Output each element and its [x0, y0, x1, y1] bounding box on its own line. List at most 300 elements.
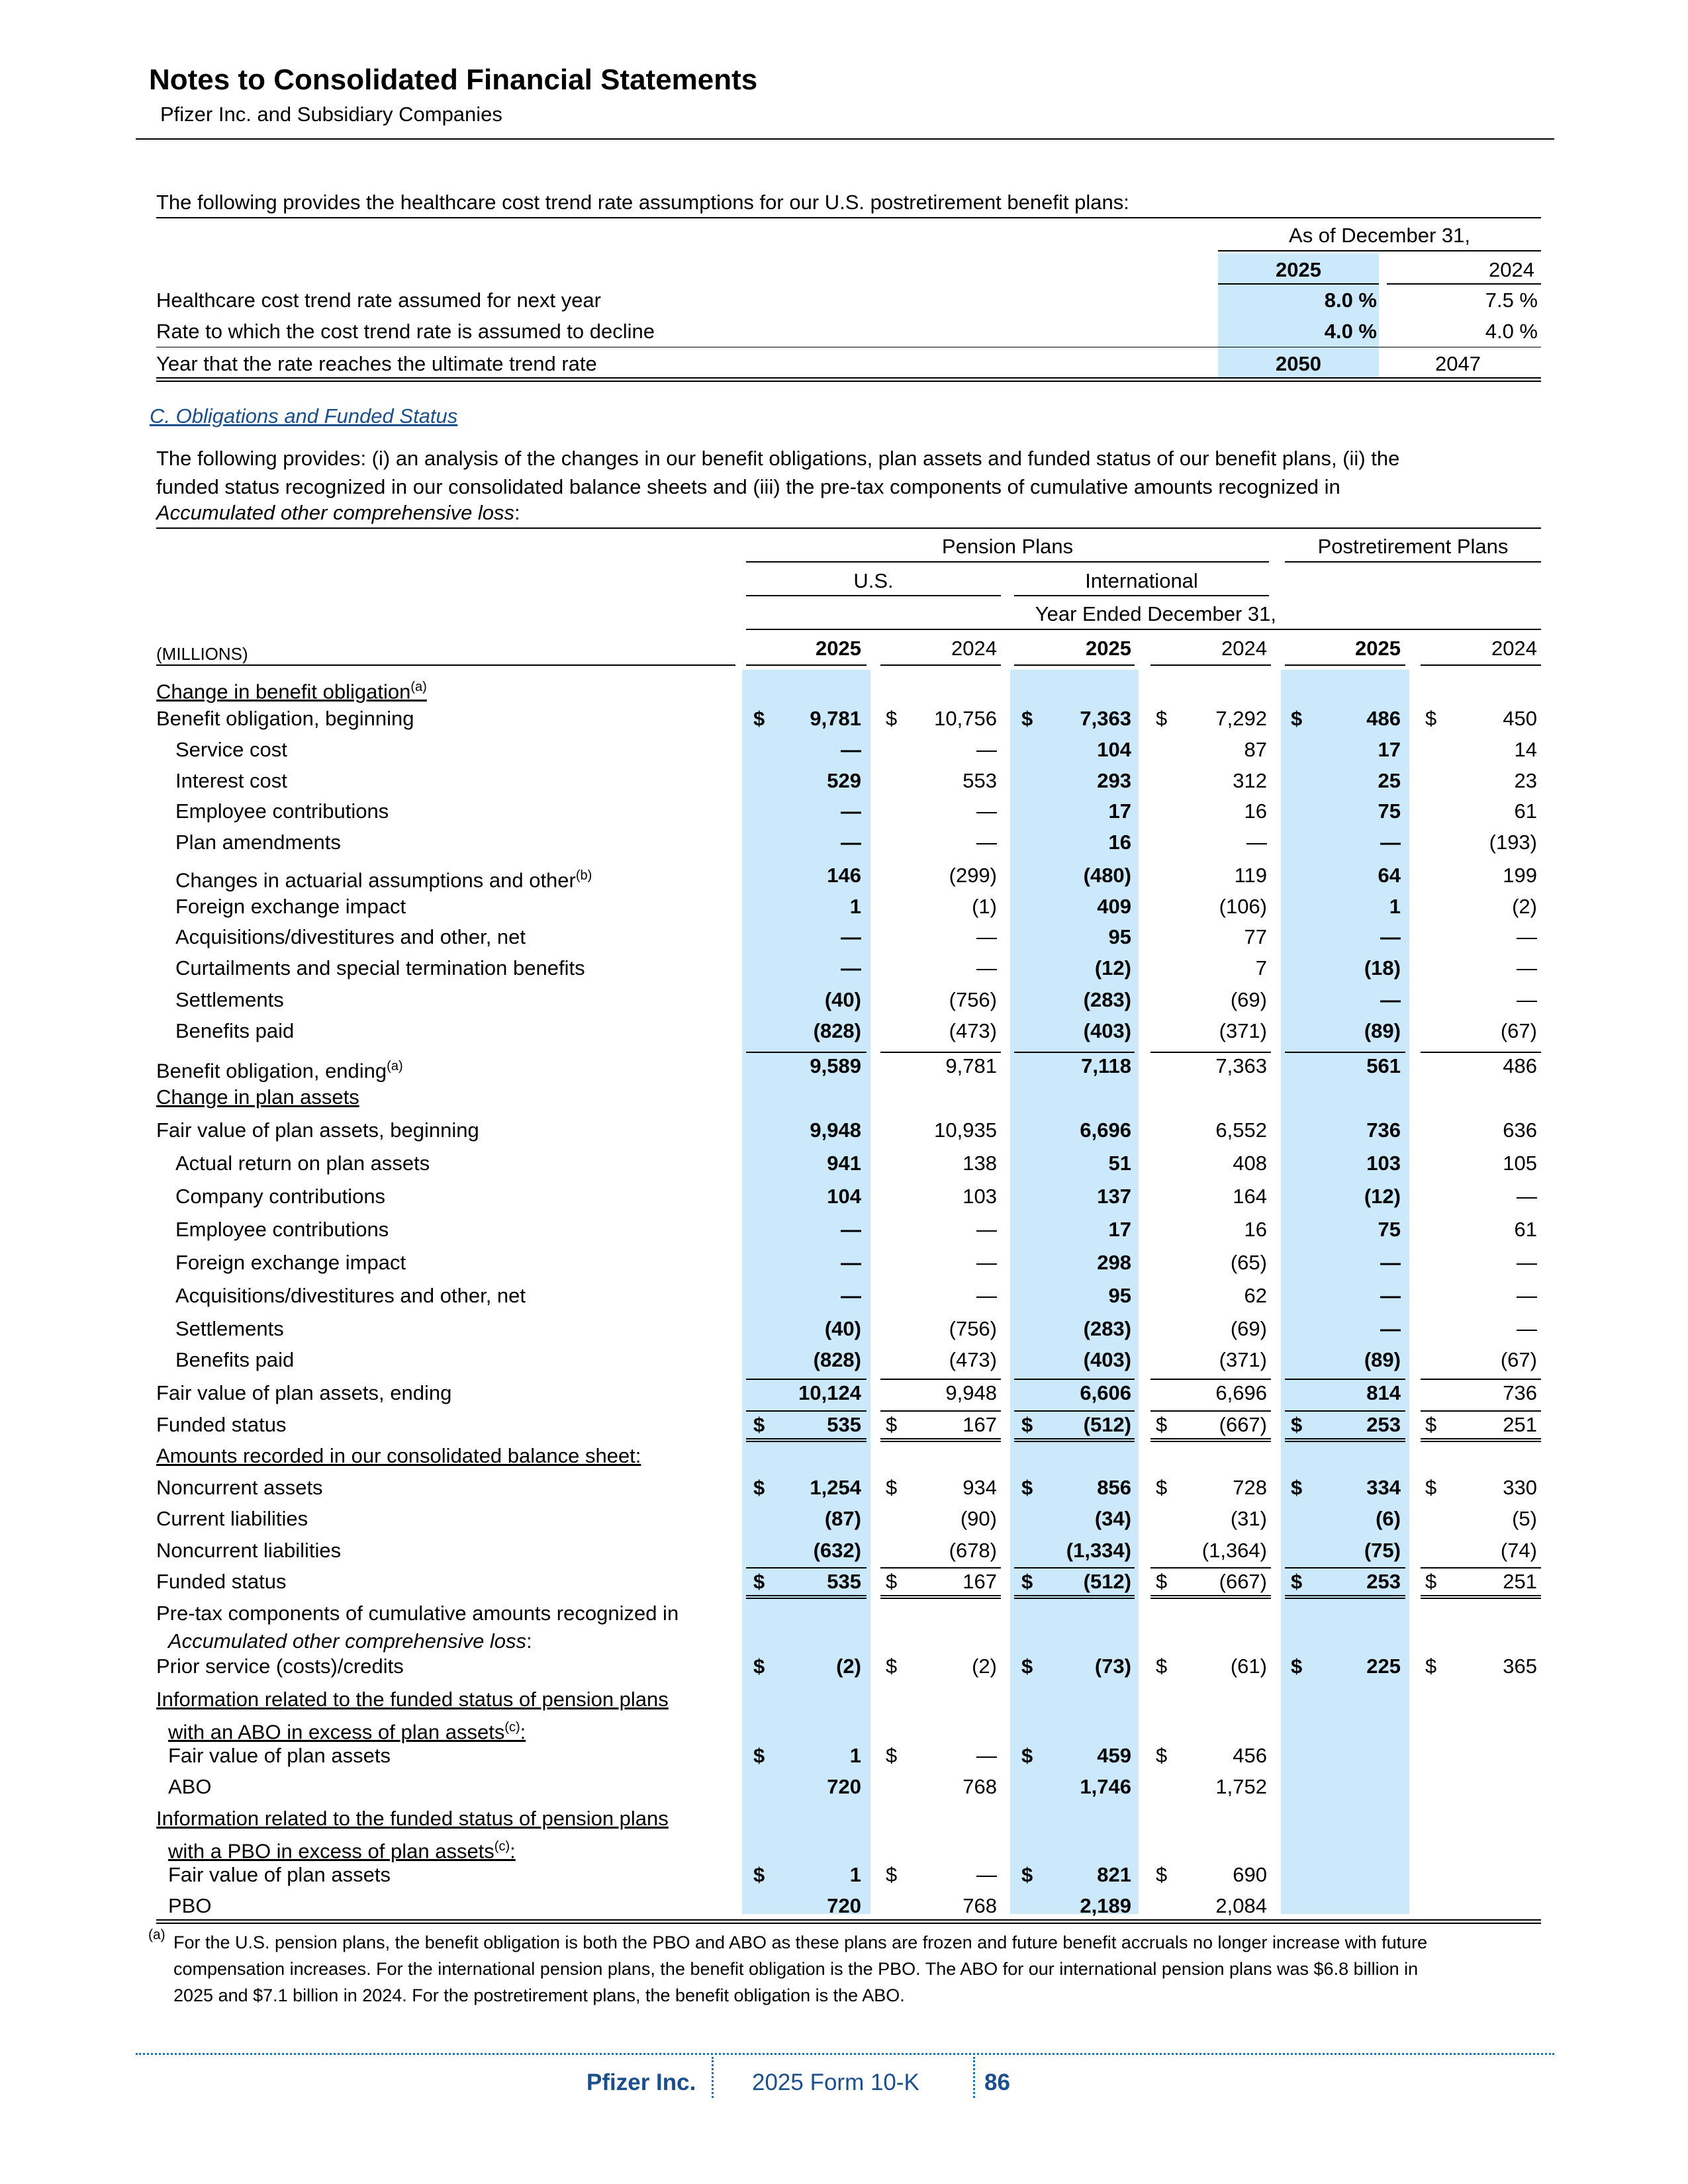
- total-rule: [880, 1410, 1001, 1412]
- row-label-text: Employee contributions: [175, 799, 389, 823]
- column-year-rule: [1421, 664, 1541, 666]
- table-cell-value: 2,189: [1080, 1894, 1131, 1917]
- row-label-continued: [168, 1629, 532, 1653]
- row-label-text: with an ABO in excess of plan assets: [168, 1720, 505, 1744]
- row-label: [175, 895, 406, 919]
- dollar-sign: $: [753, 707, 765, 730]
- table-cell-value: 25: [1378, 769, 1401, 792]
- row-label-text: Fair value of plan assets, ending: [156, 1381, 452, 1404]
- row-label: [156, 1413, 286, 1437]
- dollar-sign: $: [1425, 1476, 1437, 1499]
- row-label: [175, 988, 284, 1012]
- table-cell-value: (403): [1083, 1019, 1131, 1042]
- row-label: [175, 799, 389, 823]
- table-cell-value: (6): [1376, 1507, 1401, 1530]
- table-cell-value: 23: [1514, 769, 1537, 792]
- row-label: [168, 1894, 211, 1918]
- dollar-sign: $: [1021, 1570, 1033, 1593]
- row-label-text: Benefits paid: [175, 1019, 295, 1042]
- total-rule: [1014, 1379, 1135, 1380]
- row-label-text: Changes in actuarial assumptions and other: [175, 868, 576, 892]
- page-subtitle: Pfizer Inc. and Subsidiary Companies: [160, 103, 502, 126]
- dollar-sign: $: [1156, 1655, 1168, 1678]
- row-label: [175, 1251, 406, 1275]
- table-cell-value: 16: [1244, 1218, 1267, 1241]
- table-cell-value: —: [976, 831, 997, 854]
- table-cell-value: 199: [1503, 864, 1537, 887]
- table-cell-value: 167: [962, 1413, 997, 1436]
- row-label: [168, 1863, 391, 1887]
- footer-page-number: 86: [984, 2070, 1010, 2095]
- double-rule: [1421, 1595, 1541, 1599]
- dollar-sign: $: [1156, 1863, 1168, 1886]
- page-title: Notes to Consolidated Financial Statements: [149, 64, 758, 96]
- section-c-intro-3: [156, 501, 520, 525]
- table-cell-value: 7,292: [1215, 707, 1267, 730]
- healthcare-year-2024: 2024: [1489, 258, 1534, 281]
- row-label: [168, 1744, 391, 1768]
- row-label: [175, 769, 287, 793]
- dollar-sign: $: [1021, 1863, 1033, 1886]
- healthcare-row-value: 7.5 %: [1485, 289, 1538, 312]
- table-cell-value: 104: [827, 1185, 861, 1208]
- table-cell-value: (299): [949, 864, 997, 887]
- column-year: 2025: [816, 637, 861, 660]
- table-cell-value: 2,084: [1215, 1894, 1267, 1917]
- table-cell-value: (67): [1500, 1019, 1537, 1042]
- total-rule: [1285, 1410, 1405, 1412]
- total-rule: [1150, 1379, 1271, 1380]
- dollar-sign: $: [1425, 707, 1437, 730]
- row-label: [168, 1775, 211, 1799]
- row-label-text: Benefit obligation, ending: [156, 1059, 387, 1083]
- dollar-sign: $: [1156, 1744, 1168, 1767]
- row-label-text: Prior service (costs)/credits: [156, 1655, 404, 1678]
- table-cell-value: (283): [1083, 1317, 1131, 1340]
- dollar-sign: $: [753, 1655, 765, 1678]
- table-cell-value: 941: [827, 1152, 861, 1175]
- table-cell-value: 768: [962, 1894, 997, 1917]
- row-label-text: Company contributions: [175, 1185, 386, 1208]
- table-cell-value: 553: [962, 769, 997, 792]
- healthcare-row-value: 2050: [1276, 352, 1321, 375]
- dollar-sign: $: [1291, 1570, 1303, 1593]
- row-label-text: ABO: [168, 1775, 212, 1798]
- table-cell-value: —: [1380, 925, 1401, 948]
- table-cell-value: 95: [1108, 1284, 1131, 1307]
- row-label-text: Noncurrent assets: [156, 1476, 323, 1499]
- dollar-sign: $: [1425, 1413, 1437, 1436]
- table-cell-value: (828): [813, 1019, 861, 1042]
- footer-company: Pfizer Inc.: [586, 2070, 696, 2095]
- table-cell-value: 529: [827, 769, 861, 792]
- dollar-sign: $: [1425, 1570, 1437, 1593]
- row-label-text: Settlements: [175, 1317, 284, 1340]
- table-cell-value: 486: [1366, 707, 1401, 730]
- header-rule: [1285, 561, 1541, 563]
- section-c-heading[interactable]: C. Obligations and Funded Status: [150, 404, 458, 428]
- table-cell-value: (12): [1094, 956, 1131, 979]
- row-label-text: Information related to the funded status of pension plans: [156, 1807, 669, 1830]
- table-cell-value: —: [976, 1863, 997, 1886]
- table-cell-value: (69): [1230, 988, 1267, 1011]
- table-cell-value: (40): [824, 1317, 861, 1340]
- table-top-rule: [156, 527, 1541, 529]
- row-label: [175, 925, 526, 949]
- table-cell-value: (473): [949, 1019, 997, 1042]
- table-cell-value: 105: [1503, 1152, 1537, 1175]
- dollar-sign: $: [886, 1476, 898, 1499]
- healthcare-bottom-rule: [156, 377, 1541, 382]
- table-cell-value: 298: [1097, 1251, 1131, 1274]
- row-label-italic: Accumulated other comprehensive loss: [168, 1629, 527, 1653]
- healthcare-row-label: Rate to which the cost trend rate is assumed to decline: [156, 320, 655, 343]
- table-cell-value: 87: [1244, 738, 1267, 761]
- table-cell-value: 728: [1233, 1476, 1267, 1499]
- table-cell-value: (69): [1230, 1317, 1267, 1340]
- table-cell-value: —: [1246, 831, 1267, 854]
- table-cell-value: (61): [1230, 1655, 1267, 1678]
- table-cell-value: 486: [1503, 1054, 1537, 1077]
- row-label: [175, 1284, 526, 1308]
- row-label: [156, 1655, 404, 1678]
- total-rule: [1285, 1379, 1405, 1380]
- row-label: [156, 1570, 286, 1594]
- table-cell-value: 1,746: [1080, 1775, 1131, 1798]
- table-cell-value: —: [841, 1284, 861, 1307]
- column-year: 2024: [1221, 637, 1267, 660]
- table-cell-value: 251: [1503, 1570, 1537, 1593]
- total-rule: [1421, 1410, 1541, 1412]
- table-cell-value: —: [1517, 925, 1537, 948]
- table-cell-value: (74): [1500, 1539, 1537, 1562]
- table-cell-value: 1,254: [810, 1476, 861, 1499]
- dollar-sign: $: [1156, 1476, 1168, 1499]
- table-cell-value: 293: [1097, 769, 1131, 792]
- row-label-text: Service cost: [175, 738, 287, 761]
- table-cell-value: (1,334): [1066, 1539, 1131, 1562]
- table-cell-value: 119: [1234, 864, 1267, 887]
- dollar-sign: $: [1291, 1413, 1303, 1436]
- column-year: 2025: [1355, 637, 1401, 660]
- footer-separator: [973, 2057, 975, 2098]
- row-label: [156, 1444, 641, 1468]
- table-cell-value: 1: [849, 895, 861, 918]
- table-cell-value: (89): [1364, 1348, 1401, 1371]
- table-cell-value: (283): [1083, 988, 1131, 1011]
- column-year-rule: [1014, 664, 1135, 666]
- row-label-text: Pre-tax components of cumulative amounts recognized in: [156, 1602, 679, 1625]
- total-rule: [1014, 1410, 1135, 1412]
- row-label-end: :: [510, 1839, 516, 1863]
- row-label-text: Actual return on plan assets: [175, 1152, 430, 1175]
- table-cell-value: (667): [1219, 1413, 1267, 1436]
- column-year-rule: [1150, 664, 1271, 666]
- table-cell-value: —: [976, 1218, 997, 1241]
- dollar-sign: $: [886, 1570, 898, 1593]
- table-cell-value: 167: [962, 1570, 997, 1593]
- table-cell-value: 934: [962, 1476, 997, 1499]
- dollar-sign: $: [1156, 1413, 1168, 1436]
- row-label-continued: [168, 1715, 526, 1744]
- table-cell-value: (65): [1230, 1251, 1267, 1274]
- table-cell-value: —: [976, 1284, 997, 1307]
- row-label: [175, 831, 341, 854]
- table-cell-value: (756): [949, 1317, 997, 1340]
- table-cell-value: —: [1380, 1251, 1401, 1274]
- healthcare-row-value: 2047: [1435, 352, 1481, 375]
- table-cell-value: 365: [1503, 1655, 1537, 1678]
- dollar-sign: $: [1156, 707, 1168, 730]
- dollar-sign: $: [1021, 1744, 1033, 1767]
- table-cell-value: —: [1517, 956, 1537, 979]
- header-pension-plans: Pension Plans: [941, 535, 1074, 558]
- healthcare-year-rule-2024: [1387, 283, 1541, 285]
- table-cell-value: 16: [1244, 799, 1267, 823]
- column-year: 2024: [1491, 637, 1537, 660]
- row-label: [156, 675, 427, 704]
- double-rule: [1285, 1595, 1405, 1599]
- units-label: (MILLIONS): [156, 644, 248, 664]
- table-cell-value: (2): [836, 1655, 861, 1678]
- table-cell-value: 16: [1108, 831, 1131, 854]
- table-cell-value: 253: [1366, 1570, 1401, 1593]
- table-cell-value: 6,696: [1080, 1118, 1131, 1142]
- table-cell-value: (89): [1364, 1019, 1401, 1042]
- row-label: [156, 1381, 451, 1405]
- footnote-line: compensation increases. For the international pension plans, the benefit obligation is the PBO. The ABO for our international pension plans was $6.8 billion in: [173, 1959, 1419, 1979]
- row-label-text: Amounts recorded in our consolidated balance sheet:: [156, 1444, 641, 1467]
- row-label-text: Interest cost: [175, 769, 287, 792]
- double-rule: [880, 1438, 1001, 1442]
- dollar-sign: $: [753, 1476, 765, 1499]
- table-cell-value: —: [1517, 1317, 1537, 1340]
- table-cell-value: —: [841, 799, 861, 823]
- table-cell-value: 7,363: [1080, 707, 1131, 730]
- table-cell-value: 736: [1503, 1381, 1537, 1404]
- table-cell-value: 6,552: [1215, 1118, 1267, 1142]
- table-cell-value: —: [841, 738, 861, 761]
- dollar-sign: $: [1021, 707, 1033, 730]
- table-cell-value: 9,781: [945, 1054, 997, 1077]
- table-cell-value: 10,935: [934, 1118, 997, 1142]
- table-cell-value: (5): [1512, 1507, 1537, 1530]
- table-cell-value: —: [1517, 1284, 1537, 1307]
- row-label: [175, 1348, 294, 1372]
- dollar-sign: $: [886, 707, 898, 730]
- table-cell-value: —: [841, 1218, 861, 1241]
- header-international: International: [1085, 569, 1198, 592]
- column-year: 2024: [951, 637, 997, 660]
- table-cell-value: (40): [824, 988, 861, 1011]
- table-cell-value: (512): [1083, 1413, 1131, 1436]
- row-label-text: Acquisitions/divestitures and other, net: [175, 925, 526, 948]
- table-cell-value: —: [976, 738, 997, 761]
- footer-separator: [712, 2057, 714, 2098]
- table-cell-value: (2): [972, 1655, 997, 1678]
- header-rule: [1014, 595, 1269, 596]
- table-cell-value: (193): [1489, 831, 1537, 854]
- table-cell-value: 330: [1503, 1476, 1537, 1499]
- table-cell-value: —: [1517, 988, 1537, 1011]
- table-cell-value: 459: [1097, 1744, 1131, 1767]
- dollar-sign: $: [753, 1570, 765, 1593]
- row-label-continued: [168, 1835, 516, 1863]
- table-cell-value: (512): [1083, 1570, 1131, 1593]
- table-cell-value: 1: [1389, 895, 1401, 918]
- row-label: [175, 1152, 430, 1175]
- table-cell-value: 253: [1366, 1413, 1401, 1436]
- total-rule: [1421, 1379, 1541, 1380]
- table-cell-value: 61: [1514, 799, 1537, 823]
- column-year: 2025: [1086, 637, 1131, 660]
- healthcare-intro: The following provides the healthcare cost trend rate assumptions for our U.S. postretirement benefit plans:: [156, 191, 1129, 214]
- healthcare-row-label: Healthcare cost trend rate assumed for next year: [156, 289, 601, 312]
- table-cell-value: 10,124: [798, 1381, 861, 1404]
- table-cell-value: (12): [1364, 1185, 1401, 1208]
- row-label-text: Noncurrent liabilities: [156, 1539, 342, 1562]
- table-cell-value: 95: [1108, 925, 1131, 948]
- dollar-sign: $: [1425, 1655, 1437, 1678]
- table-cell-value: 61: [1514, 1218, 1537, 1241]
- double-rule: [746, 1595, 867, 1599]
- label-column-rule: [156, 664, 735, 666]
- column-year-rule: [880, 664, 1001, 666]
- healthcare-as-of-rule: [1218, 250, 1541, 251]
- row-label: [175, 956, 585, 980]
- double-rule: [1421, 1438, 1541, 1442]
- healthcare-row-value: 4.0 %: [1324, 320, 1377, 343]
- row-label: [175, 738, 287, 762]
- double-rule: [1285, 1438, 1405, 1442]
- table-cell-value: —: [841, 831, 861, 854]
- row-label-text: Funded status: [156, 1413, 287, 1436]
- column-year-rule: [1285, 664, 1405, 666]
- table-cell-value: 408: [1233, 1152, 1267, 1175]
- total-rule: [746, 1379, 867, 1380]
- table-cell-value: —: [1380, 1317, 1401, 1340]
- footnote-reference: (c): [504, 1720, 520, 1735]
- double-rule: [1014, 1438, 1135, 1442]
- table-cell-value: —: [1517, 1185, 1537, 1208]
- table-bottom-rule: [156, 1919, 1541, 1924]
- footnote-marker: (a): [148, 1927, 165, 1942]
- healthcare-year-2025: 2025: [1276, 258, 1321, 281]
- table-cell-value: 62: [1244, 1284, 1267, 1307]
- table-cell-value: 14: [1514, 738, 1537, 761]
- footnote-line: 2025 and $7.1 billion in 2024. For the postretirement plans, the benefit obligation is the ABO.: [173, 1985, 905, 2005]
- table-cell-value: 10,756: [934, 707, 997, 730]
- table-cell-value: 450: [1503, 707, 1537, 730]
- table-cell-value: —: [1517, 1251, 1537, 1274]
- table-cell-value: 6,696: [1215, 1381, 1267, 1404]
- table-cell-value: —: [976, 925, 997, 948]
- footnote-line: For the U.S. pension plans, the benefit obligation is both the PBO and ABO as these plans are frozen and future benefit accruals no longer increase with future: [173, 1933, 1428, 1952]
- table-cell-value: (678): [949, 1539, 997, 1562]
- table-cell-value: 137: [1097, 1185, 1131, 1208]
- table-cell-value: —: [1380, 988, 1401, 1011]
- double-rule: [880, 1595, 1001, 1599]
- table-cell-value: (2): [1512, 895, 1537, 918]
- table-cell-value: 1: [849, 1863, 861, 1886]
- table-cell-value: —: [976, 1251, 997, 1274]
- double-rule: [1150, 1595, 1271, 1599]
- row-label-text: Fair value of plan assets: [168, 1744, 391, 1767]
- row-label: [156, 1476, 323, 1500]
- table-cell-value: 636: [1503, 1118, 1537, 1142]
- table-cell-value: 1: [849, 1744, 861, 1767]
- table-cell-value: (828): [813, 1348, 861, 1371]
- footnote-reference: (a): [387, 1059, 403, 1073]
- table-cell-value: —: [841, 925, 861, 948]
- row-label: [175, 1019, 294, 1043]
- section-c-intro-3-italic: Accumulated other comprehensive loss: [156, 501, 515, 524]
- healthcare-row-value: 4.0 %: [1485, 320, 1538, 343]
- table-cell-value: 1,752: [1215, 1775, 1267, 1798]
- double-rule: [1150, 1438, 1271, 1442]
- row-label-text: with a PBO in excess of plan assets: [168, 1839, 494, 1863]
- table-cell-value: (667): [1219, 1570, 1267, 1593]
- row-label: [156, 707, 414, 731]
- header-us: U.S.: [853, 569, 894, 592]
- dollar-sign: $: [886, 1744, 898, 1767]
- total-rule: [746, 1567, 867, 1569]
- total-rule: [1150, 1052, 1271, 1053]
- table-cell-value: 104: [1097, 738, 1131, 761]
- header-rule: [746, 561, 1269, 563]
- total-rule: [1421, 1567, 1541, 1569]
- total-rule: [1285, 1052, 1405, 1053]
- table-cell-value: 51: [1108, 1152, 1131, 1175]
- table-cell-value: (473): [949, 1348, 997, 1371]
- table-cell-value: 736: [1366, 1118, 1401, 1142]
- double-rule: [746, 1438, 867, 1442]
- table-cell-value: 77: [1244, 925, 1267, 948]
- table-cell-value: 9,948: [945, 1381, 997, 1404]
- table-cell-value: (73): [1094, 1655, 1131, 1678]
- row-label: [175, 1185, 385, 1208]
- table-cell-value: 535: [827, 1570, 861, 1593]
- table-cell-value: 164: [1233, 1185, 1267, 1208]
- table-cell-value: 9,948: [810, 1118, 861, 1142]
- table-cell-value: (18): [1364, 956, 1401, 979]
- footnote-reference: (a): [410, 680, 427, 694]
- table-cell-value: (371): [1219, 1019, 1267, 1042]
- row-label: [156, 1054, 403, 1083]
- row-label: [156, 1118, 479, 1142]
- row-label-text: Change in plan assets: [156, 1085, 359, 1109]
- row-label-text: Settlements: [175, 988, 284, 1011]
- table-cell-value: 7: [1255, 956, 1267, 979]
- table-cell-value: 409: [1097, 895, 1131, 918]
- table-cell-value: 146: [827, 864, 861, 887]
- row-label-text: Fair value of plan assets: [168, 1863, 391, 1886]
- table-cell-value: 6,606: [1080, 1381, 1131, 1404]
- dollar-sign: $: [1021, 1655, 1033, 1678]
- table-cell-value: —: [976, 799, 997, 823]
- row-label-text: Acquisitions/divestitures and other, net: [175, 1284, 526, 1307]
- row-label: [175, 1317, 284, 1341]
- table-cell-value: 690: [1233, 1863, 1267, 1886]
- table-cell-value: 456: [1233, 1744, 1267, 1767]
- footer-rule: [136, 2053, 1554, 2055]
- table-cell-value: —: [976, 1744, 997, 1767]
- double-rule: [1014, 1595, 1135, 1599]
- table-cell-value: 561: [1366, 1054, 1401, 1077]
- dollar-sign: $: [886, 1655, 898, 1678]
- dollar-sign: $: [1291, 1476, 1303, 1499]
- table-cell-value: —: [841, 1251, 861, 1274]
